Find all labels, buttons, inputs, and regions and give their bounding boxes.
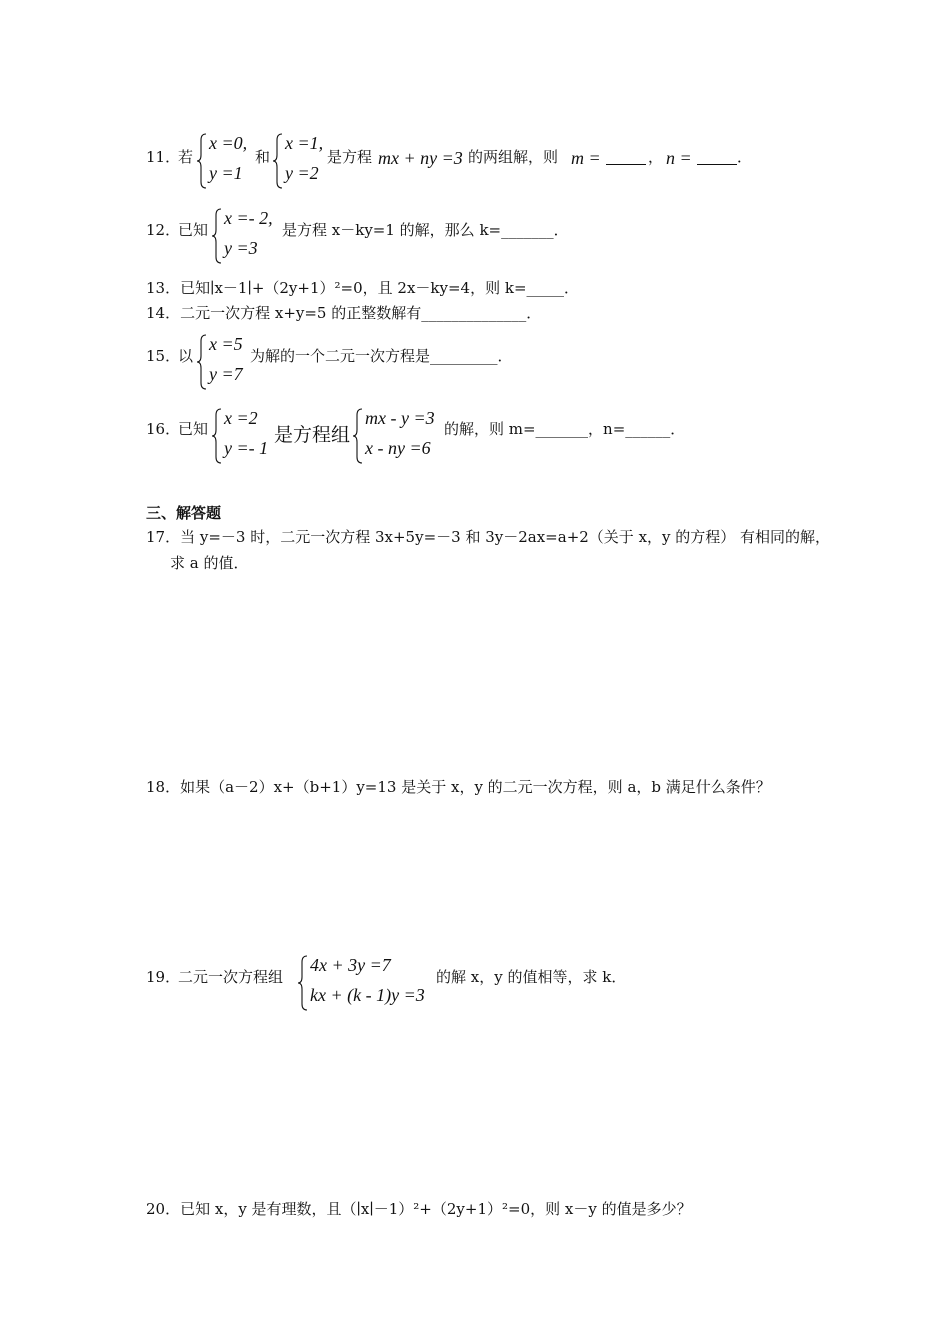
separator: ，: [648, 148, 664, 166]
question-14: 14．二元一次方程 x+y=5 的正整数解有______________．: [146, 304, 542, 322]
left-brace-icon: [212, 208, 222, 264]
section-heading: 三、解答题: [146, 504, 222, 522]
system-row: y =- 1: [224, 438, 269, 458]
answer-blank: [697, 152, 737, 165]
system-row: y =7: [209, 364, 243, 384]
system-row: 4x + 3y =7: [310, 955, 391, 975]
period: ．: [737, 148, 753, 166]
question-text: 的解，则 m=_______，n=______．: [444, 420, 686, 438]
question-number: 12．: [146, 221, 181, 239]
system-row: kx + (k - 1)y =3: [310, 985, 425, 1005]
equation-system: [273, 133, 333, 189]
question-text: 和: [255, 148, 271, 166]
question-text: 的两组解，则: [468, 148, 559, 166]
system-row: y =2: [285, 163, 319, 183]
question-text: 为解的一个二元一次方程是_________．: [250, 347, 513, 365]
system-row: x =1,: [285, 133, 324, 153]
question-text: 17．当 y=－3 时，二元一次方程 3x+5y=－3 和 3y－2ax=a+2（关于 x，y 的方程） 有相同的解，: [146, 528, 831, 546]
question-text: 以: [178, 347, 194, 365]
m-label: m =: [571, 148, 601, 168]
question-number: 16．: [146, 420, 181, 438]
question-20: 20．已知 x，y 是有理数，且（∣x∣－1）²+（2y+1）²=0，则 x－y 的值是多少？: [146, 1200, 692, 1218]
answer-blank: [606, 152, 646, 165]
system-row: y =3: [224, 238, 258, 258]
equation-system: [197, 133, 257, 189]
system-row: y =1: [209, 163, 243, 183]
system-row: mx - y =3: [365, 408, 435, 428]
n-label: n =: [666, 148, 692, 168]
question-text: 是方程组: [274, 424, 351, 446]
question-number: 19．: [146, 968, 181, 986]
question-text: 二元一次方程组: [178, 968, 284, 986]
left-brace-icon: [353, 408, 363, 464]
question-13: 13．已知∣x－1∣+（2y+1）²=0，且 2x－ky=4，则 k=_____．: [146, 279, 580, 297]
question-number: 11．: [146, 148, 181, 166]
left-brace-icon: [273, 133, 283, 189]
left-brace-icon: [212, 408, 222, 464]
system-row: x =5: [209, 334, 243, 354]
left-brace-icon: [197, 334, 207, 390]
system-row: x =2: [224, 408, 258, 428]
left-brace-icon: [197, 133, 207, 189]
left-brace-icon: [298, 955, 308, 1011]
question-text: 是方程 x－ky=1 的解，那么 k=_______．: [282, 221, 569, 239]
question-text: 已知: [178, 221, 209, 239]
question-text: 已知: [178, 420, 209, 438]
question-text: 是方程: [327, 148, 373, 166]
question-number: 15．: [146, 347, 181, 365]
equation-system: [298, 955, 433, 1011]
system-row: x =- 2,: [224, 208, 273, 228]
equation-system: [197, 334, 252, 390]
question-18: 18．如果（a－2）x+（b+1）y=13 是关于 x，y 的二元一次方程，则 a，b 满足什么条件？: [146, 778, 771, 796]
equation-system: [212, 208, 282, 264]
equation-system: [353, 408, 448, 464]
question-text: 的解 x，y 的值相等，求 k．: [436, 968, 627, 986]
system-row: x =0,: [209, 133, 248, 153]
question-text: 求 a 的值．: [170, 554, 249, 572]
system-row: x - ny =6: [365, 438, 431, 458]
question-text: 若: [178, 148, 194, 166]
equation-system: [212, 408, 277, 464]
equation: mx + ny =3: [378, 148, 463, 168]
